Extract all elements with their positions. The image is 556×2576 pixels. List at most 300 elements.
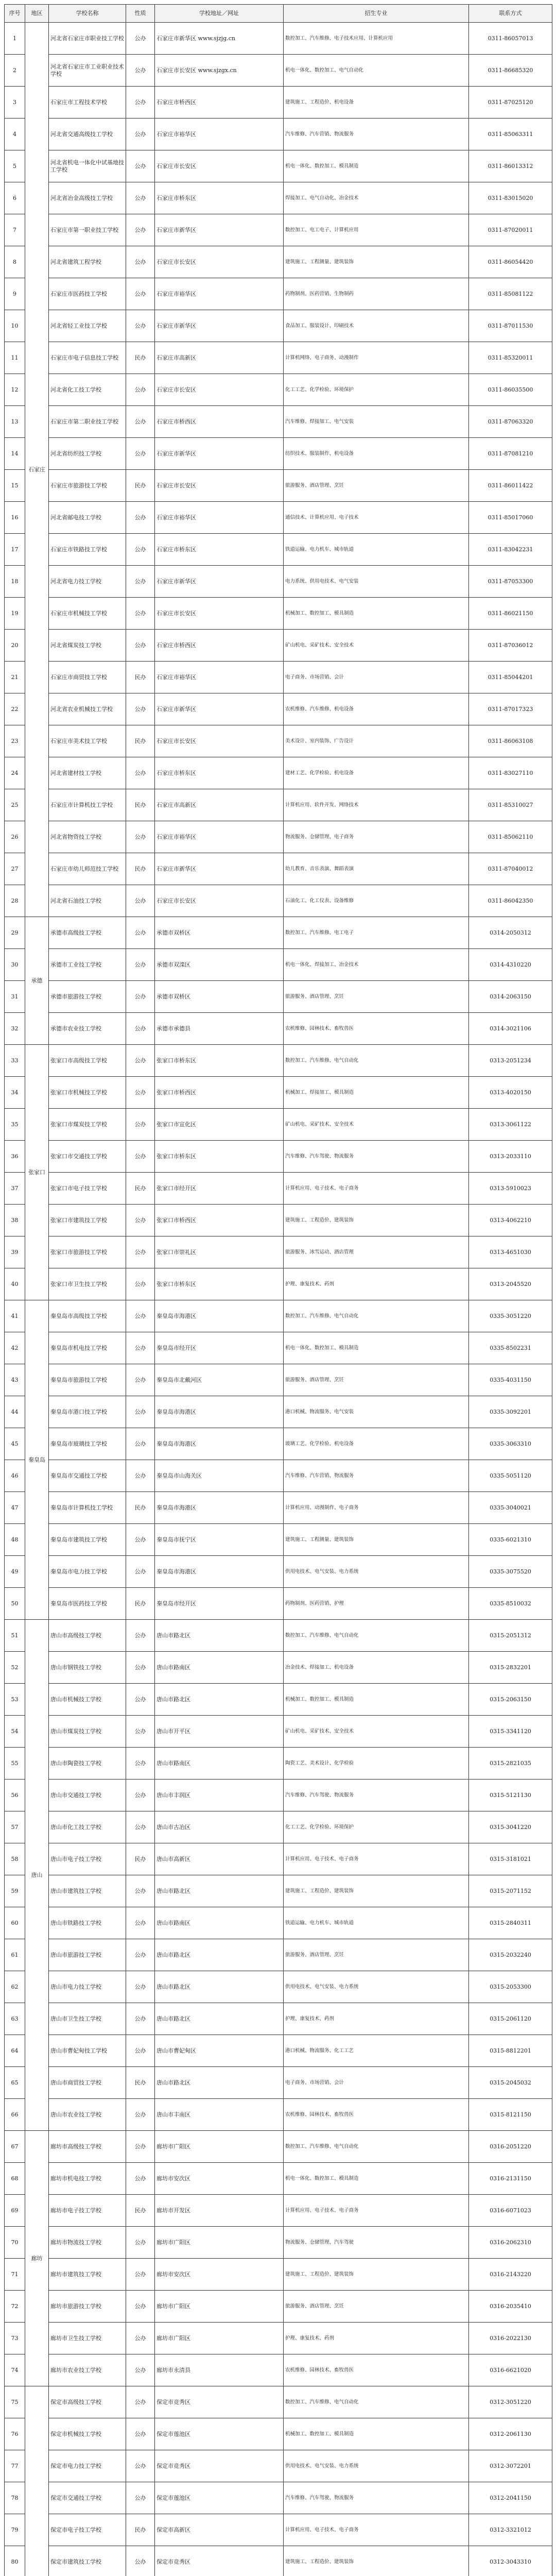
school-address: 石家庄市新华区 [155, 214, 284, 246]
row-no: 5 [5, 150, 25, 182]
school-name: 廊坊市物流技工学校 [49, 2227, 126, 2259]
school-majors: 农机维修、园林技术、畜牧兽医 [284, 2354, 469, 2386]
table-row [5, 757, 552, 789]
school-name: 河北省交通高级技工学校 [49, 118, 126, 150]
school-type: 公办 [126, 1780, 155, 1811]
school-name: 秦皇岛市旅游技工学校 [49, 1364, 126, 1396]
school-name: 石家庄市旅游技工学校 [49, 470, 126, 502]
school-type: 公办 [126, 1875, 155, 1907]
school-name: 唐山市建筑技工学校 [49, 1875, 126, 1907]
school-name: 河北省冶金高级技工学校 [49, 182, 126, 214]
contact-phone: 0315-2821035 [469, 1748, 552, 1780]
contact-phone: 0313-2051234 [469, 1045, 552, 1077]
school-type: 公办 [126, 87, 155, 118]
school-type: 公办 [126, 1205, 155, 1236]
table-row [5, 2195, 552, 2227]
school-type: 民办 [126, 1843, 155, 1875]
row-no: 18 [5, 566, 25, 598]
school-address: 石家庄市裕华区 [155, 502, 284, 534]
contact-phone: 0335-3063310 [469, 1428, 552, 1460]
table-row [5, 374, 552, 406]
school-address: 保定市莲池区 [155, 2482, 284, 2514]
school-address: 石家庄市桥东区 [155, 534, 284, 566]
school-type: 公办 [126, 2386, 155, 2418]
school-type: 公办 [126, 246, 155, 278]
contact-phone: 0311-85320011 [469, 342, 552, 374]
contact-phone: 0316-2143220 [469, 2259, 552, 2291]
school-type: 公办 [126, 1109, 155, 1141]
contact-phone: 0311-85081122 [469, 278, 552, 310]
school-majors: 机电一体化、数控加工、模具制造 [284, 2163, 469, 2195]
school-majors: 农机维修、园林技术、畜牧兽医 [284, 1013, 469, 1045]
school-majors: 旅游服务、酒店管理、烹饪 [284, 1939, 469, 1971]
table-row [5, 2323, 552, 2354]
row-no: 69 [5, 2195, 25, 2227]
school-name: 河北省机电一体化中试基地技工学校 [49, 150, 126, 182]
table-row [5, 1077, 552, 1109]
row-no: 75 [5, 2386, 25, 2418]
school-name: 唐山市交通技工学校 [49, 1780, 126, 1811]
contact-phone: 0315-3181021 [469, 1843, 552, 1875]
school-address: 石家庄市新华区 [155, 310, 284, 342]
table-row [5, 438, 552, 470]
school-type: 公办 [126, 1684, 155, 1716]
row-no: 14 [5, 438, 25, 470]
school-name: 保定市电力技工学校 [49, 2450, 126, 2482]
table-row [5, 502, 552, 534]
school-address: 石家庄市桥东区 [155, 182, 284, 214]
school-address: 石家庄市桥西区 [155, 406, 284, 438]
school-majors: 焊接加工、电气自动化、冶金技术 [284, 182, 469, 214]
school-type: 公办 [126, 2323, 155, 2354]
school-majors: 机械加工、焊接加工、模具制造 [284, 1077, 469, 1109]
school-address: 保定市莲池区 [155, 2418, 284, 2450]
school-address: 廊坊市开发区 [155, 2195, 284, 2227]
row-no: 30 [5, 949, 25, 981]
school-name: 唐山市高级技工学校 [49, 1620, 126, 1652]
school-majors: 机电一体化、数控加工、模具制造 [284, 1332, 469, 1364]
contact-phone: 0311-83042231 [469, 534, 552, 566]
school-name: 秦皇岛市交通技工学校 [49, 1460, 126, 1492]
table-row [5, 1875, 552, 1907]
contact-phone: 0314-3021106 [469, 1013, 552, 1045]
row-no: 25 [5, 789, 25, 821]
school-majors: 矿山机电、采矿技术、安全技术 [284, 1109, 469, 1141]
contact-phone: 0313-4020150 [469, 1077, 552, 1109]
contact-phone: 0311-87036012 [469, 630, 552, 662]
school-address: 秦皇岛市海港区 [155, 1556, 284, 1588]
contact-phone: 0312-2061130 [469, 2418, 552, 2450]
school-majors: 陶瓷工艺、美术设计、化学检验 [284, 1748, 469, 1780]
school-address: 张家口市桥东区 [155, 1141, 284, 1173]
row-no: 78 [5, 2482, 25, 2514]
school-type: 公办 [126, 1077, 155, 1109]
school-type: 公办 [126, 1236, 155, 1268]
row-no: 80 [5, 2546, 25, 2576]
table-row [5, 2546, 552, 2576]
school-name: 唐山市旅游技工学校 [49, 1939, 126, 1971]
school-majors: 计算机应用、电子技术、电子商务 [284, 1173, 469, 1205]
header-type: 性质 [126, 5, 155, 23]
school-majors: 建筑施工、工程造价、机电设备 [284, 87, 469, 118]
school-majors: 化工工艺、化学检验、环境保护 [284, 1811, 469, 1843]
row-no: 19 [5, 598, 25, 630]
table-row [5, 1141, 552, 1173]
school-name: 唐山市煤炭技工学校 [49, 1716, 126, 1748]
table-row [5, 630, 552, 662]
school-name: 秦皇岛市建筑技工学校 [49, 1524, 126, 1556]
school-name: 唐山市卫生技工学校 [49, 2003, 126, 2035]
school-majors: 计算机网络、电子商务、动漫制作 [284, 342, 469, 374]
school-name: 张家口市交通技工学校 [49, 1141, 126, 1173]
school-type: 公办 [126, 150, 155, 182]
school-type: 公办 [126, 182, 155, 214]
table-row [5, 2099, 552, 2131]
contact-phone: 0311-83027110 [469, 757, 552, 789]
contact-phone: 0316-2022130 [469, 2323, 552, 2354]
row-no: 79 [5, 2514, 25, 2546]
row-no: 22 [5, 693, 25, 725]
school-name: 张家口市机械技工学校 [49, 1077, 126, 1109]
school-address: 石家庄市桥西区 [155, 630, 284, 662]
school-address: 张家口市桥西区 [155, 1077, 284, 1109]
school-address: 唐山市路北区 [155, 1620, 284, 1652]
school-type: 公办 [126, 2163, 155, 2195]
school-type: 公办 [126, 214, 155, 246]
school-address: 唐山市丰南区 [155, 2099, 284, 2131]
school-majors: 建筑施工、工程测量、建筑装饰 [284, 1524, 469, 1556]
school-name: 河北省物资技工学校 [49, 821, 126, 853]
school-name: 保定市建筑技工学校 [49, 2546, 126, 2576]
row-no: 20 [5, 630, 25, 662]
contact-phone: 0315-3341120 [469, 1716, 552, 1748]
row-no: 9 [5, 278, 25, 310]
school-type: 公办 [126, 310, 155, 342]
contact-phone: 0313-3061122 [469, 1109, 552, 1141]
school-majors: 数控加工、汽车维修、电气自动化 [284, 2131, 469, 2163]
table-row [5, 1524, 552, 1556]
school-majors: 计算机应用、电子技术、电子商务 [284, 2195, 469, 2227]
school-address: 廊坊市广阳区 [155, 2291, 284, 2323]
school-type: 公办 [126, 534, 155, 566]
row-no: 43 [5, 1364, 25, 1396]
school-name: 河北省石家庄市职业技工学校 [49, 23, 126, 55]
school-address: 石家庄市新华区 [155, 438, 284, 470]
school-name: 河北省石油技工学校 [49, 885, 126, 917]
table-row [5, 598, 552, 630]
contact-phone: 0335-8510032 [469, 1588, 552, 1620]
table-row [5, 1013, 552, 1045]
school-name: 廊坊市机电技工学校 [49, 2163, 126, 2195]
contact-phone: 0316-6071023 [469, 2195, 552, 2227]
school-type: 公办 [126, 1428, 155, 1460]
school-address: 唐山市路南区 [155, 1652, 284, 1684]
school-name: 秦皇岛市医药技工学校 [49, 1588, 126, 1620]
contact-phone: 0315-2832201 [469, 1652, 552, 1684]
school-address: 秦皇岛市经开区 [155, 1332, 284, 1364]
school-address: 石家庄市新华区 www.sjzjg.cn [155, 23, 284, 55]
school-majors: 机电一体化、数控加工、电气自动化 [284, 55, 469, 87]
row-no: 56 [5, 1780, 25, 1811]
school-name: 唐山市铁路技工学校 [49, 1907, 126, 1939]
school-majors: 建筑施工、工程造价、建筑装饰 [284, 1205, 469, 1236]
school-majors: 港口机械、物流服务、电气安装 [284, 1396, 469, 1428]
table-row [5, 1716, 552, 1748]
table-row [5, 2450, 552, 2482]
school-address: 石家庄市裕华区 [155, 278, 284, 310]
school-majors: 纺织技术、服装制作、机电设备 [284, 438, 469, 470]
schools-table [4, 4, 552, 2576]
table-row [5, 1300, 552, 1332]
school-address: 石家庄市桥东区 [155, 757, 284, 789]
contact-phone: 0316-2131150 [469, 2163, 552, 2195]
school-majors: 建筑施工、工程测量、建筑装饰 [284, 246, 469, 278]
school-name: 保定市高级技工学校 [49, 2386, 126, 2418]
school-type: 公办 [126, 374, 155, 406]
school-address: 张家口市桥东区 [155, 1268, 284, 1300]
school-address: 秦皇岛市抚宁区 [155, 1524, 284, 1556]
school-majors: 机电一体化、焊接加工、冶金技术 [284, 949, 469, 981]
school-name: 秦皇岛市玻璃技工学校 [49, 1428, 126, 1460]
school-address: 廊坊市广阳区 [155, 2323, 284, 2354]
table-row [5, 1236, 552, 1268]
contact-phone: 0311-86013312 [469, 150, 552, 182]
contact-phone: 0311-87017323 [469, 693, 552, 725]
table-row [5, 342, 552, 374]
table-row [5, 2514, 552, 2546]
school-address: 唐山市丰润区 [155, 1780, 284, 1811]
school-name: 唐山市商贸技工学校 [49, 2067, 126, 2099]
row-no: 7 [5, 214, 25, 246]
school-type: 公办 [126, 2131, 155, 2163]
row-no: 66 [5, 2099, 25, 2131]
table-row [5, 1268, 552, 1300]
school-type: 民办 [126, 1588, 155, 1620]
school-majors: 建筑施工、工程造价、建筑装饰 [284, 1875, 469, 1907]
contact-phone: 0311-86042350 [469, 885, 552, 917]
school-address: 唐山市路南区 [155, 1748, 284, 1780]
header-address: 学校地址／网址 [155, 5, 284, 23]
school-address: 保定市高新区 [155, 2514, 284, 2546]
row-no: 65 [5, 2067, 25, 2099]
contact-phone: 0311-86054420 [469, 246, 552, 278]
row-no: 34 [5, 1077, 25, 1109]
school-name: 秦皇岛市计算机技工学校 [49, 1492, 126, 1524]
school-name: 石家庄市工程技术学校 [49, 87, 126, 118]
school-majors: 化工工艺、化学检验、环境保护 [284, 374, 469, 406]
school-majors: 计算机应用、软件开发、网络技术 [284, 789, 469, 821]
school-name: 秦皇岛市电力技工学校 [49, 1556, 126, 1588]
region-cell: 石家庄 [25, 23, 49, 917]
school-majors: 机械加工、数控加工、模具制造 [284, 1684, 469, 1716]
school-name: 承德市高级技工学校 [49, 917, 126, 949]
school-name: 张家口市旅游技工学校 [49, 1236, 126, 1268]
contact-phone: 0311-87011530 [469, 310, 552, 342]
school-majors: 护理、康复技术、药剂 [284, 2323, 469, 2354]
school-type: 民办 [126, 2067, 155, 2099]
row-no: 31 [5, 981, 25, 1013]
row-no: 77 [5, 2450, 25, 2482]
contact-phone: 0335-3092201 [469, 1396, 552, 1428]
contact-phone: 0335-3075520 [469, 1556, 552, 1588]
school-majors: 美术设计、室内装饰、广告设计 [284, 725, 469, 757]
row-no: 15 [5, 470, 25, 502]
school-majors: 电子商务、市场营销、会计 [284, 662, 469, 693]
row-no: 6 [5, 182, 25, 214]
school-address: 廊坊市广阳区 [155, 2131, 284, 2163]
school-type: 公办 [126, 1620, 155, 1652]
school-name: 石家庄市机械技工学校 [49, 598, 126, 630]
row-no: 38 [5, 1205, 25, 1236]
school-address: 承德市承德县 [155, 1013, 284, 1045]
school-majors: 数控加工、电工电子、计算机应用 [284, 214, 469, 246]
row-no: 48 [5, 1524, 25, 1556]
table-row [5, 534, 552, 566]
school-address: 张家口市崇礼区 [155, 1236, 284, 1268]
school-name: 廊坊市建筑技工学校 [49, 2259, 126, 2291]
school-majors: 机械加工、数控加工、模具制造 [284, 2418, 469, 2450]
table-row [5, 246, 552, 278]
row-no: 28 [5, 885, 25, 917]
row-no: 36 [5, 1141, 25, 1173]
row-no: 51 [5, 1620, 25, 1652]
contact-phone: 0311-86063108 [469, 725, 552, 757]
table-row [5, 2386, 552, 2418]
school-address: 秦皇岛市海港区 [155, 1396, 284, 1428]
contact-phone: 0315-2045032 [469, 2067, 552, 2099]
contact-phone: 0311-83015020 [469, 182, 552, 214]
row-no: 17 [5, 534, 25, 566]
row-no: 26 [5, 821, 25, 853]
table-row [5, 693, 552, 725]
school-majors: 护理、康复技术、药剂 [284, 2003, 469, 2035]
school-type: 公办 [126, 2099, 155, 2131]
table-row [5, 981, 552, 1013]
school-type: 民办 [126, 1492, 155, 1524]
school-address: 石家庄市长安区 [155, 470, 284, 502]
school-address: 唐山市开平区 [155, 1716, 284, 1748]
row-no: 24 [5, 757, 25, 789]
table-row [5, 821, 552, 853]
school-address: 唐山市路北区 [155, 1971, 284, 2003]
school-majors: 数控加工、汽车维修、电气自动化 [284, 2386, 469, 2418]
school-type: 公办 [126, 757, 155, 789]
school-address: 承德市双桥区 [155, 981, 284, 1013]
row-no: 46 [5, 1460, 25, 1492]
contact-phone: 0315-2053300 [469, 1971, 552, 2003]
school-majors: 旅游服务、冰雪运动、酒店管理 [284, 1236, 469, 1268]
school-name: 河北省邮电技工学校 [49, 502, 126, 534]
row-no: 59 [5, 1875, 25, 1907]
school-name: 廊坊市高级技工学校 [49, 2131, 126, 2163]
school-type: 公办 [126, 1939, 155, 1971]
row-no: 61 [5, 1939, 25, 1971]
table-row [5, 885, 552, 917]
row-no: 29 [5, 917, 25, 949]
contact-phone: 0313-2033110 [469, 1141, 552, 1173]
row-no: 11 [5, 342, 25, 374]
school-type: 公办 [126, 23, 155, 55]
school-address: 石家庄市高新区 [155, 789, 284, 821]
school-name: 秦皇岛市高级技工学校 [49, 1300, 126, 1332]
contact-phone: 0313-5910023 [469, 1173, 552, 1205]
school-type: 民办 [126, 725, 155, 757]
school-address: 保定市竞秀区 [155, 2386, 284, 2418]
school-majors: 数控加工、汽车维修、电工电子 [284, 917, 469, 949]
region-cell: 张家口 [25, 1045, 49, 1300]
contact-phone: 0311-87025120 [469, 87, 552, 118]
school-majors: 旅游服务、酒店管理、烹饪 [284, 981, 469, 1013]
row-no: 42 [5, 1332, 25, 1364]
school-majors: 汽车维修、汽车营销、物流服务 [284, 118, 469, 150]
school-type: 公办 [126, 2546, 155, 2576]
school-name: 河北省电力技工学校 [49, 566, 126, 598]
school-type: 公办 [126, 1652, 155, 1684]
row-no: 54 [5, 1716, 25, 1748]
row-no: 35 [5, 1109, 25, 1141]
contact-phone: 0314-4310220 [469, 949, 552, 981]
contact-phone: 0315-8812201 [469, 2035, 552, 2067]
contact-phone: 0311-87081210 [469, 438, 552, 470]
school-address: 石家庄市裕华区 [155, 821, 284, 853]
school-address: 廊坊市永清县 [155, 2354, 284, 2386]
school-name: 唐山市曹妃甸技工学校 [49, 2035, 126, 2067]
contact-phone: 0314-2050312 [469, 917, 552, 949]
row-no: 52 [5, 1652, 25, 1684]
school-name: 张家口市煤炭技工学校 [49, 1109, 126, 1141]
row-no: 60 [5, 1907, 25, 1939]
contact-phone: 0311-85310027 [469, 789, 552, 821]
school-majors: 矿山机电、采矿技术、安全技术 [284, 630, 469, 662]
contact-phone: 0316-6621020 [469, 2354, 552, 2386]
school-address: 秦皇岛市北戴河区 [155, 1364, 284, 1396]
school-majors: 计算机应用、电子技术、电子商务 [284, 1843, 469, 1875]
contact-phone: 0312-3051220 [469, 2386, 552, 2418]
row-no: 37 [5, 1173, 25, 1205]
school-name: 唐山市电子技工学校 [49, 1843, 126, 1875]
school-name: 廊坊市旅游技工学校 [49, 2291, 126, 2323]
school-address: 石家庄市高新区 [155, 342, 284, 374]
school-name: 秦皇岛市港口技工学校 [49, 1396, 126, 1428]
row-no: 44 [5, 1396, 25, 1428]
contact-phone: 0312-2041150 [469, 2482, 552, 2514]
school-name: 承德市农业技工学校 [49, 1013, 126, 1045]
school-majors: 矿山机电、采矿技术、安全技术 [284, 1716, 469, 1748]
row-no: 73 [5, 2323, 25, 2354]
school-type: 民办 [126, 470, 155, 502]
school-type: 公办 [126, 1268, 155, 1300]
school-address: 廊坊市安次区 [155, 2259, 284, 2291]
row-no: 72 [5, 2291, 25, 2323]
table-row [5, 1045, 552, 1077]
school-name: 唐山市陶瓷技工学校 [49, 1748, 126, 1780]
school-type: 公办 [126, 1141, 155, 1173]
school-type: 公办 [126, 2354, 155, 2386]
table-row [5, 2482, 552, 2514]
contact-phone: 0311-86035500 [469, 374, 552, 406]
table-row [5, 566, 552, 598]
row-no: 47 [5, 1492, 25, 1524]
school-majors: 汽车维修、汽车营销、物流服务 [284, 1460, 469, 1492]
school-address: 唐山市曹妃甸区 [155, 2035, 284, 2067]
school-majors: 建筑施工、工程造价、建筑装饰 [284, 2546, 469, 2576]
school-address: 秦皇岛市海港区 [155, 1428, 284, 1460]
header-school-name: 学校名称 [49, 5, 126, 23]
school-type: 公办 [126, 1716, 155, 1748]
table-row [5, 406, 552, 438]
table-row [5, 1588, 552, 1620]
table-row [5, 662, 552, 693]
